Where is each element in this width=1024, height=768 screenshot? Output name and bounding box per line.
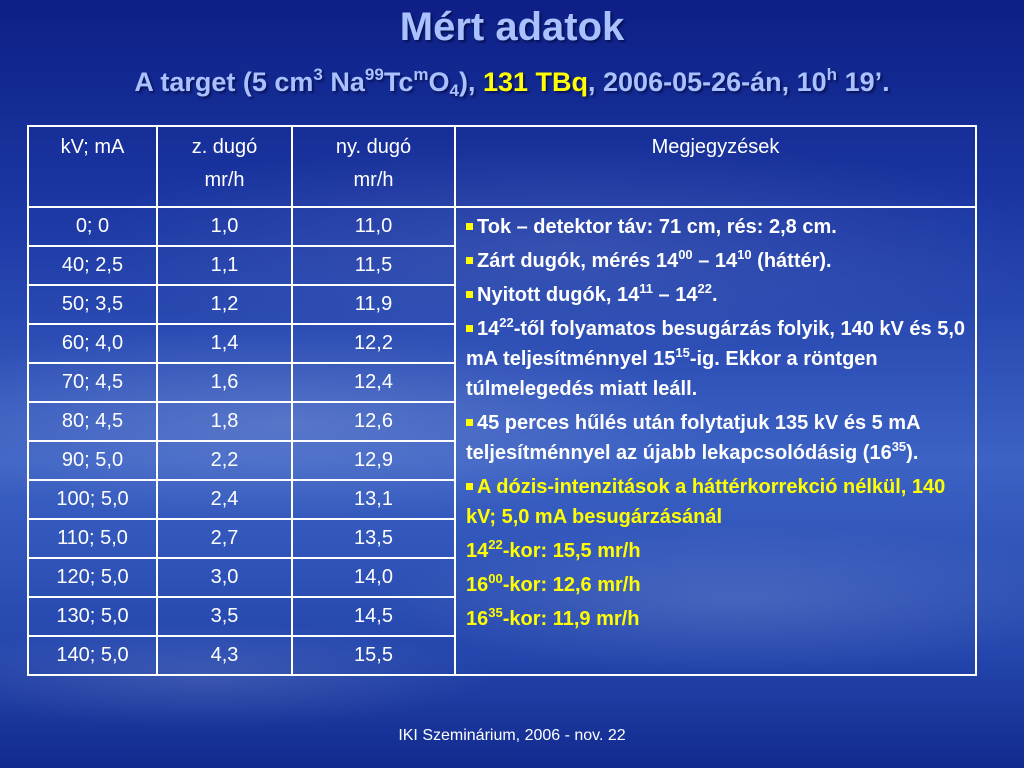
cell-kv-ma: 120; 5,0 [28, 558, 157, 597]
bullet-icon [466, 483, 473, 490]
note-item: $14^{22}$-től folyamatos besugárzás folyik, 140 kV és 5,0 mA teljesítménnyel $15^{15}-ig$. Ekkor a röntgen túlmelegedés miatt leáll. [466, 315, 966, 400]
cell-closed-plug: 1,1 [157, 246, 292, 285]
bullet-icon [466, 419, 473, 426]
cell-open-plug: 14,0 [292, 558, 455, 597]
cell-open-plug: 12,6 [292, 402, 455, 441]
slide-title: Mért adatok [399, 5, 625, 49]
cell-kv-ma: 80; 4,5 [28, 402, 157, 441]
cell-kv-ma: 70; 4,5 [28, 363, 157, 402]
note-item: Nyitott dugók, $14^{11} - 14^{22}$. [466, 280, 969, 310]
cell-open-plug: 12,9 [292, 441, 455, 480]
note-item: 45 perces hűlés után folytatjuk 135 kV és 5 mA teljesítménnyel az újabb lekapcsolódásig $(16^{35})$. [466, 412, 920, 464]
cell-open-plug: 11,5 [292, 246, 455, 285]
cell-kv-ma: 110; 5,0 [28, 519, 157, 558]
cell-open-plug: 14,5 [292, 597, 455, 636]
bullet-icon [466, 325, 473, 332]
cell-open-plug: 13,5 [292, 519, 455, 558]
cell-open-plug: 11,9 [292, 285, 455, 324]
footer-text: IKI Szeminárium, 2006 - nov. 22 [398, 727, 626, 744]
dose-rate-item: $14^{22}$-kor: 15,5 mr/h [466, 537, 641, 562]
slide-subtitle: A target (5 $cm^3$ $Na^{99}Tc^mO_4$), 131 TBq, 2006-05-26-án, 10$^h$ 19’. [134, 65, 890, 100]
cell-kv-ma: 90; 5,0 [28, 441, 157, 480]
cell-kv-ma: 0; 0 [28, 207, 157, 246]
cell-closed-plug: 2,2 [157, 441, 292, 480]
cell-kv-ma: 60; 4,0 [28, 324, 157, 363]
cell-closed-plug: 2,4 [157, 480, 292, 519]
cell-open-plug: 12,4 [292, 363, 455, 402]
cell-open-plug: 11,0 [292, 207, 455, 246]
cell-closed-plug: 4,3 [157, 636, 292, 675]
cell-kv-ma: 140; 5,0 [28, 636, 157, 675]
cell-closed-plug: 1,6 [157, 363, 292, 402]
cell-kv-ma: 130; 5,0 [28, 597, 157, 636]
cell-kv-ma: 50; 3,5 [28, 285, 157, 324]
cell-open-plug: 13,1 [292, 480, 455, 519]
note-item-highlight: A dózis-intenzitások a háttérkorrekció nélkül, 140 kV; 5,0 mA besugárzásánál [466, 476, 946, 528]
cell-closed-plug: 3,0 [157, 558, 292, 597]
dose-rate-item: $16^{00}$-kor: 12,6 mr/h [466, 571, 641, 596]
header-kv-ma: kV; mA [28, 126, 157, 207]
note-item: Zárt dugók, mérés $14^{00} - 14^{10}$ (háttér). [466, 246, 969, 276]
table-row [28, 207, 976, 246]
header-closed-plug: z. dugó mr/h [157, 126, 292, 207]
cell-closed-plug: 1,4 [157, 324, 292, 363]
notes-cell [455, 207, 976, 675]
bullet-icon [466, 223, 473, 230]
cell-open-plug: 12,2 [292, 324, 455, 363]
cell-kv-ma: 40; 2,5 [28, 246, 157, 285]
header-open-plug: ny. dugó mr/h [292, 126, 455, 207]
note-item: Tok – detektor táv: 71 cm, rés: 2,8 cm. [466, 212, 969, 242]
cell-closed-plug: 2,7 [157, 519, 292, 558]
activity-value: 131 TBq [482, 67, 589, 97]
cell-open-plug: 15,5 [292, 636, 455, 675]
header-notes: Megjegyzések [455, 126, 976, 207]
bullet-icon [466, 291, 473, 298]
bullet-icon [466, 257, 473, 264]
cell-closed-plug: 1,0 [157, 207, 292, 246]
dose-rate-item: $16^{35}$-kor: 11,9 mr/h [466, 605, 640, 630]
cell-closed-plug: 1,8 [157, 402, 292, 441]
table-header-row [28, 126, 976, 207]
cell-closed-plug: 1,2 [157, 285, 292, 324]
cell-closed-plug: 3,5 [157, 597, 292, 636]
cell-kv-ma: 100; 5,0 [28, 480, 157, 519]
measurement-table [27, 125, 977, 676]
